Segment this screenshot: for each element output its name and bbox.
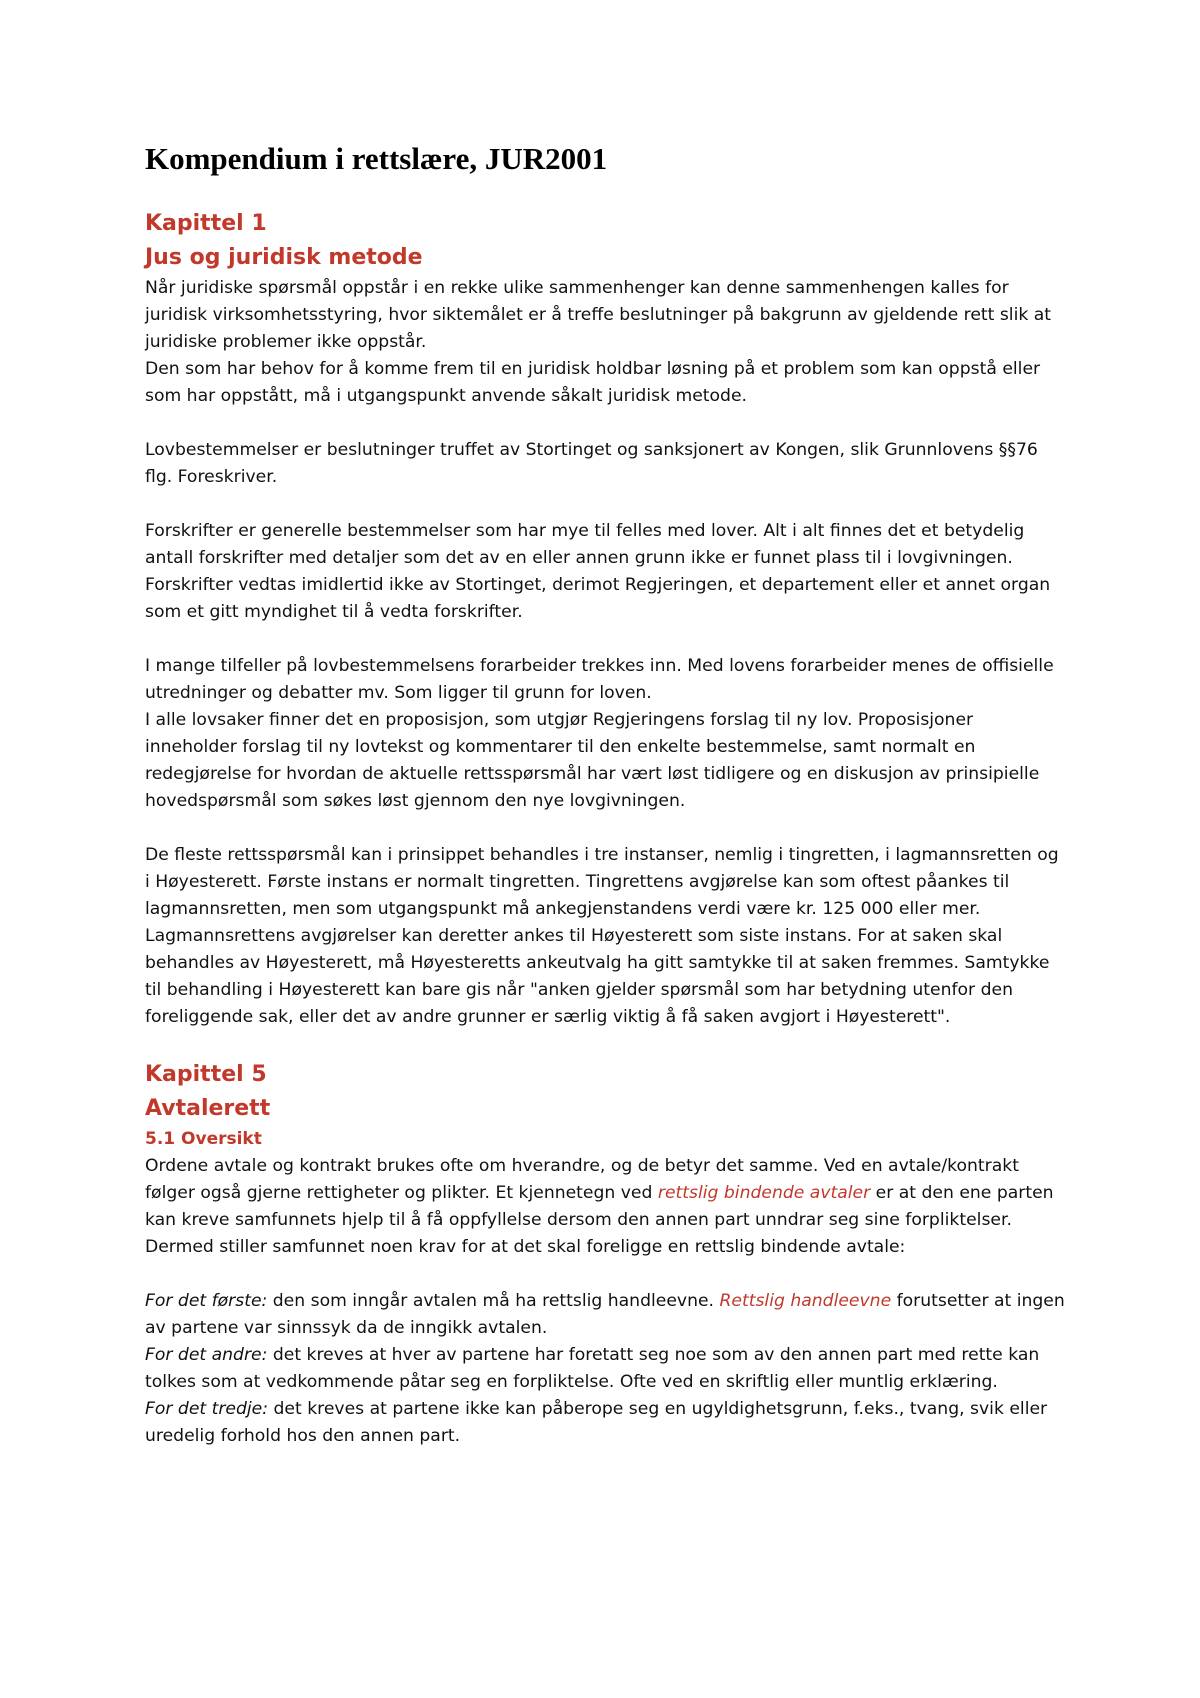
condition-label: For det første: xyxy=(145,1291,268,1312)
paragraph: De fleste rettsspørsmål kan i prinsippet behandles i tre instanser, nemlig i tingretten, i lagmannsretten og i Høyesterett. Første instans er normalt tingretten. Tingrettens avgjørelse kan som oftest påankes til lagmannsretten, men som utgangspunkt må ankegjenstandens verdi være kr. 125 000 eller mer. Lagmannsrettens avgjørelser kan deretter ankes til Høyesterett som siste instans. For at saken skal behandles av Høyesterett, må Høyesteretts ankeutvalg ha gitt samtykke til at saken fremmes. Samtykke til behandling i Høyesterett kan bare gis når "anken gjelder spørsmål som har betydning utenfor den foreliggende sak, eller det av andre grunner er særlig viktig å få saken avgjort i Høyesterett". xyxy=(145,845,1059,1028)
text-span: det kreves at partene ikke kan påberope seg en ugyldighetsgrunn, f.eks., tvang, svik eller uredelig forhold hos den annen part. xyxy=(145,1399,1048,1447)
paragraph xyxy=(145,1153,1065,1261)
emphasis-term: Rettslig handleevne xyxy=(719,1291,892,1312)
text-span: forutsetter at ingen av partene var sinnssyk da de inngikk avtalen. xyxy=(145,1291,1065,1339)
paragraph: I alle lovsaker finner det en proposisjon, som utgjør Regjeringens forslag til ny lov. Proposisjoner inneholder forslag til ny lovtekst og kommentarer til den enkelte bestemmelse, samt normalt en redegjørelse for hvordan de aktuelle rettsspørsmål har vært løst tidligere og en diskusjon av prinsipielle hovedspørsmål som søkes løst gjennom den nye lovgivningen. xyxy=(145,710,1040,812)
chapter-1-number: Kapittel 1 xyxy=(145,211,267,237)
text-span: det kreves at hver av partene har foretatt seg noe som av den annen part med rette kan tolkes som at vedkommende påtar seg en forpliktelse. Ofte ved en skriftlig eller muntlig erklæring. xyxy=(145,1345,1040,1393)
chapter-1 xyxy=(145,207,1065,1031)
text-span: Ordene avtale og kontrakt brukes ofte om hverandre, og de betyr det samme. Ved en avtale/kontrakt følger også gjerne rettigheter og plikter. Et kjennetegn ved xyxy=(145,1156,1019,1204)
paragraph: Når juridiske spørsmål oppstår i en rekke ulike sammenhenger kan denne sammenhengen kalles for juridisk virksomhetsstyring, hvor siktemålet er å treffe beslutninger på bakgrunn av gjeldende rett slik at juridiske problemer ikke oppstår. xyxy=(145,278,1052,353)
document-title: Kompendium i rettslære, JUR2001 xyxy=(145,141,608,176)
emphasis-term: rettslig bindende avtaler xyxy=(657,1183,871,1204)
paragraph: Forskrifter er generelle bestemmelser som har mye til felles med lover. Alt i alt finnes det et betydelig antall forskrifter med detaljer som det av en eller annen grunn ikke er funnet plass til i lovgivningen. Forskrifter vedtas imidlertid ikke av Stortinget, derimot Regjeringen, et departement eller et annet organ som et gitt myndighet til å vedta forskrifter. xyxy=(145,521,1051,623)
section-5-1-title: 5.1 Oversikt xyxy=(145,1129,262,1150)
paragraph xyxy=(145,1396,1065,1450)
chapter-5-number: Kapittel 5 xyxy=(145,1062,267,1088)
text-span: er at den ene parten kan kreve samfunnets hjelp til å få oppfyllelse dersom den annen part unndrar seg sine forpliktelser. Dermed stiller samfunnet noen krav for at det skal foreligge en rettslig bindende avtale: xyxy=(145,1183,1054,1258)
paragraph xyxy=(145,1288,1065,1342)
chapter-1-title: Jus og juridisk metode xyxy=(145,245,423,271)
paragraph: I mange tilfeller på lovbestemmelsens forarbeider trekkes inn. Med lovens forarbeider menes de offisielle utredninger og debatter mv. Som ligger til grunn for loven. xyxy=(145,656,1054,704)
condition-label: For det andre: xyxy=(145,1345,268,1366)
chapter-5-title: Avtalerett xyxy=(145,1096,271,1122)
text-span: den som inngår avtalen må ha rettslig handleevne. xyxy=(267,1291,720,1312)
document-page xyxy=(145,140,1065,1450)
condition-label: For det tredje: xyxy=(145,1399,269,1420)
paragraph: Lovbestemmelser er beslutninger truffet av Stortinget og sanksjonert av Kongen, slik Grunnlovens §§76 flg. Foreskriver. xyxy=(145,440,1038,488)
paragraph xyxy=(145,1342,1065,1396)
chapter-5 xyxy=(145,1058,1065,1450)
paragraph: Den som har behov for å komme frem til en juridisk holdbar løsning på et problem som kan oppstå eller som har oppstått, må i utgangspunkt anvende såkalt juridisk metode. xyxy=(145,359,1041,407)
